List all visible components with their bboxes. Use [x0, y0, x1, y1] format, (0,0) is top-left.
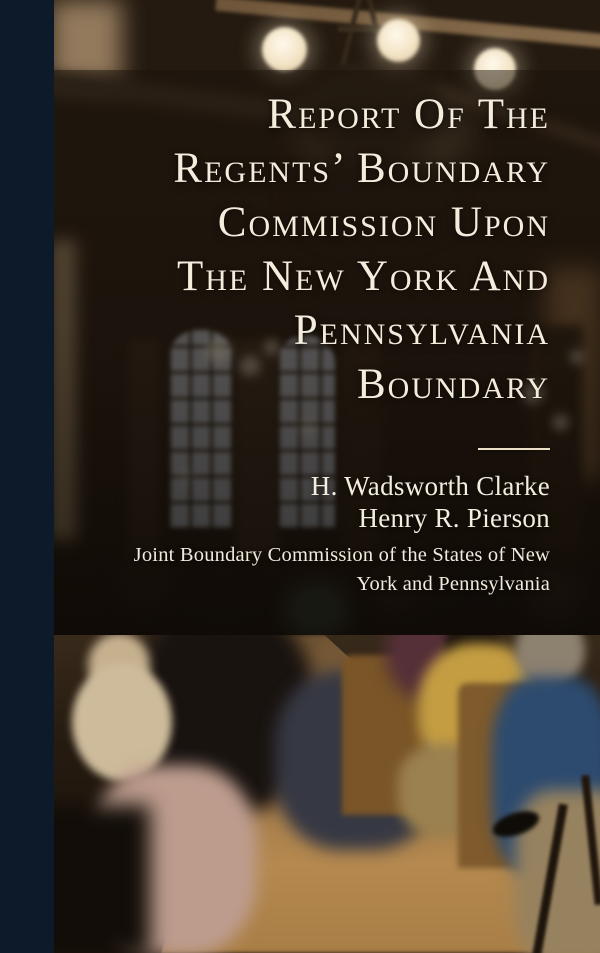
organization-line: Joint Boundary Commission of the States of New	[133, 544, 550, 566]
audience-head	[72, 663, 172, 781]
title-line: Boundary	[356, 361, 550, 408]
title-line: The New York And	[176, 253, 550, 300]
title-line: Report Of The	[267, 91, 550, 138]
author-name: H. Wadsworth Clarke	[310, 471, 550, 501]
book-title	[54, 88, 550, 412]
globe-light	[262, 27, 307, 72]
title-line: Pennsylvania	[293, 307, 550, 354]
title-author-divider	[478, 448, 550, 450]
title-line: Commission Upon	[217, 199, 550, 246]
organization-line: York and Pennsylvania	[356, 573, 550, 595]
organization-credit	[54, 541, 550, 599]
spine-border	[0, 0, 54, 953]
cover-text	[54, 88, 550, 599]
globe-light	[377, 19, 420, 62]
author-name: Henry R. Pierson	[358, 503, 550, 533]
audience-foreground	[0, 635, 600, 953]
title-line: Regents’ Boundary	[173, 145, 550, 192]
